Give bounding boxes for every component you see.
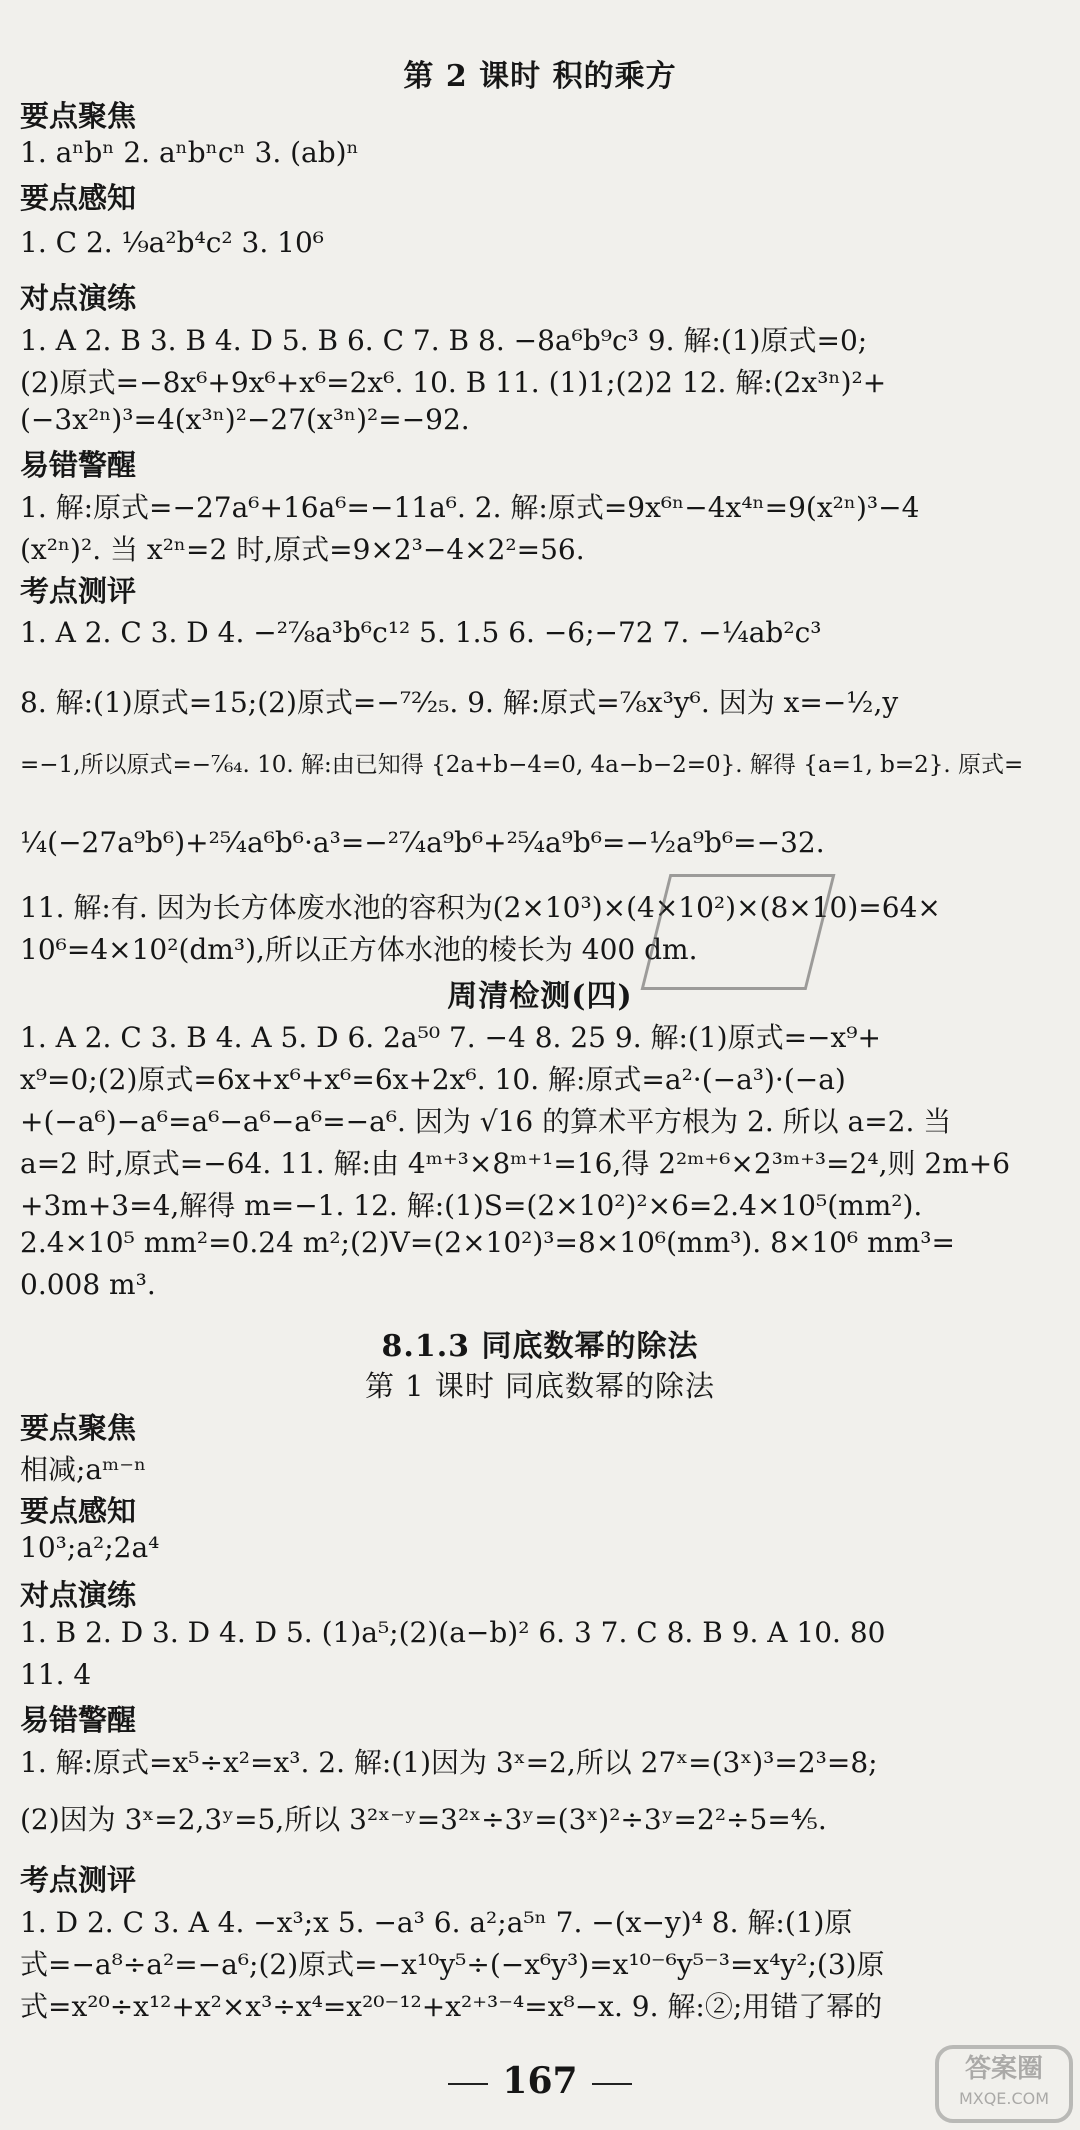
answer-line: +3m+3=4,解得 m=−1. 12. 解:(1)S=(2×10²)²×6=2.4×10⁵(mm²). — [20, 1189, 923, 1222]
section-heading: 易错警醒 — [20, 448, 137, 482]
logo-subtext: MXQE.COM — [958, 2089, 1050, 2108]
section-heading: 对点演练 — [20, 1578, 137, 1612]
answer-line: 式=x²⁰÷x¹²+x²×x³÷x⁴=x²⁰⁻¹²+x²⁺³⁻⁴=x⁸−x. 9. 解:②;用错了幂的 — [20, 1990, 883, 2023]
section-heading: 对点演练 — [20, 281, 137, 315]
answer-line: x⁹=0;(2)原式=6x+x⁶+x⁶=6x+2x⁶. 10. 解:原式=a²·(−a³)·(−a) — [20, 1063, 846, 1096]
answer-line: 1. C 2. ¹⁄₉a²b⁴c² 3. 10⁶ — [20, 226, 325, 259]
answer-line: 1. A 2. B 3. B 4. D 5. B 6. C 7. B 8. −8a⁶b⁹c³ 9. 解:(1)原式=0; — [20, 324, 868, 357]
section-subtitle: 第 1 课时 同底数幂的除法 — [364, 1369, 716, 1403]
answer-line: 2.4×10⁵ mm²=0.24 m²;(2)V=(2×10²)³=8×10⁶(mm³). 8×10⁶ mm³= — [20, 1226, 955, 1259]
section-heading: 要点聚焦 — [20, 1411, 137, 1445]
answer-line: 11. 4 — [20, 1658, 92, 1691]
section-title: 8.1.3 同底数幂的除法 — [381, 1329, 699, 1364]
section-heading: 要点感知 — [20, 1494, 137, 1528]
section-heading: 易错警醒 — [20, 1703, 137, 1737]
section-title: 第 2 课时 积的乘方 — [403, 59, 677, 94]
answer-line: 1. A 2. C 3. D 4. −²⁷⁄₈a³b⁶c¹² 5. 1.5 6. −6;−72 7. −¼ab²c³ — [20, 616, 822, 649]
section-title: 周清检测(四) — [447, 979, 633, 1014]
site-logo — [935, 2045, 1073, 2123]
answer-line: (x²ⁿ)². 当 x²ⁿ=2 时,原式=9×2³−4×2²=56. — [20, 533, 585, 566]
answer-line: 1. B 2. D 3. D 4. D 5. (1)a⁵;(2)(a−b)² 6. 3 7. C 8. B 9. A 10. 80 — [20, 1616, 886, 1649]
answer-line: =−1,所以原式=−⁷⁄₆₄. 10. 解:由已知得 {2a+b−4=0, 4a−b−2=0}. 解得 {a=1, b=2}. 原式= — [20, 752, 1024, 778]
answer-line: 相减;aᵐ⁻ⁿ — [20, 1453, 147, 1486]
answer-line: 10³;a²;2a⁴ — [20, 1531, 160, 1564]
answer-line: 1. aⁿbⁿ 2. aⁿbⁿcⁿ 3. (ab)ⁿ — [20, 136, 359, 169]
section-heading: 考点测评 — [20, 1863, 137, 1897]
answer-line: 8. 解:(1)原式=15;(2)原式=−⁷²⁄₂₅. 9. 解:原式=⁷⁄₈x³y⁶. 因为 x=−½,y — [20, 686, 899, 719]
section-heading: 要点感知 — [20, 181, 137, 215]
answer-line: +(−a⁶)−a⁶=a⁶−a⁶−a⁶=−a⁶. 因为 √16 的算术平方根为 2. 所以 a=2. 当 — [20, 1105, 952, 1138]
answer-line: 1. 解:原式=−27a⁶+16a⁶=−11a⁶. 2. 解:原式=9x⁶ⁿ−4x⁴ⁿ=9(x²ⁿ)³−4 — [20, 491, 920, 524]
answer-line: (2)原式=−8x⁶+9x⁶+x⁶=2x⁶. 10. B 11. (1)1;(2)2 12. 解:(2x³ⁿ)²+ — [20, 366, 887, 399]
answer-line: 10⁶=4×10²(dm³),所以正方体水池的棱长为 400 dm. — [20, 933, 698, 966]
answer-line: 0.008 m³. — [20, 1268, 156, 1301]
page-number: 167 — [0, 2060, 1080, 2102]
answer-line: 11. 解:有. 因为长方体废水池的容积为(2×10³)×(4×10²)×(8×10)=64× — [20, 891, 941, 924]
logo-text: 答案圈 — [964, 2054, 1043, 2084]
answer-line: ¼(−27a⁹b⁶)+²⁵⁄₄a⁶b⁶·a³=−²⁷⁄₄a⁹b⁶+²⁵⁄₄a⁹b⁶=−½a⁹b⁶=−32. — [20, 826, 825, 859]
answer-line: (−3x²ⁿ)³=4(x³ⁿ)²−27(x³ⁿ)²=−92. — [20, 403, 470, 436]
answer-line: 式=−a⁸÷a²=−a⁶;(2)原式=−x¹⁰y⁵÷(−x⁶y³)=x¹⁰⁻⁶y⁵⁻³=x⁴y²;(3)原 — [20, 1948, 885, 1981]
answer-line: 1. D 2. C 3. A 4. −x³;x 5. −a³ 6. a²;a⁵ⁿ 7. −(x−y)⁴ 8. 解:(1)原 — [20, 1906, 853, 1939]
answer-line: a=2 时,原式=−64. 11. 解:由 4ᵐ⁺³×8ᵐ⁺¹=16,得 2²ᵐ⁺⁶×2³ᵐ⁺³=2⁴,则 2m+6 — [20, 1147, 1011, 1180]
section-heading: 要点聚焦 — [20, 99, 137, 133]
section-heading: 考点测评 — [20, 574, 137, 608]
answer-line: 1. 解:原式=x⁵÷x²=x³. 2. 解:(1)因为 3ˣ=2,所以 27ˣ=(3ˣ)³=2³=8; — [20, 1746, 878, 1779]
answer-line: 1. A 2. C 3. B 4. A 5. D 6. 2a⁵⁰ 7. −4 8. 25 9. 解:(1)原式=−x⁹+ — [20, 1021, 881, 1054]
answer-line: (2)因为 3ˣ=2,3ʸ=5,所以 3²ˣ⁻ʸ=3²ˣ÷3ʸ=(3ˣ)²÷3ʸ=2²÷5=⁴⁄₅. — [20, 1803, 827, 1836]
watermark-stamp — [641, 874, 836, 990]
